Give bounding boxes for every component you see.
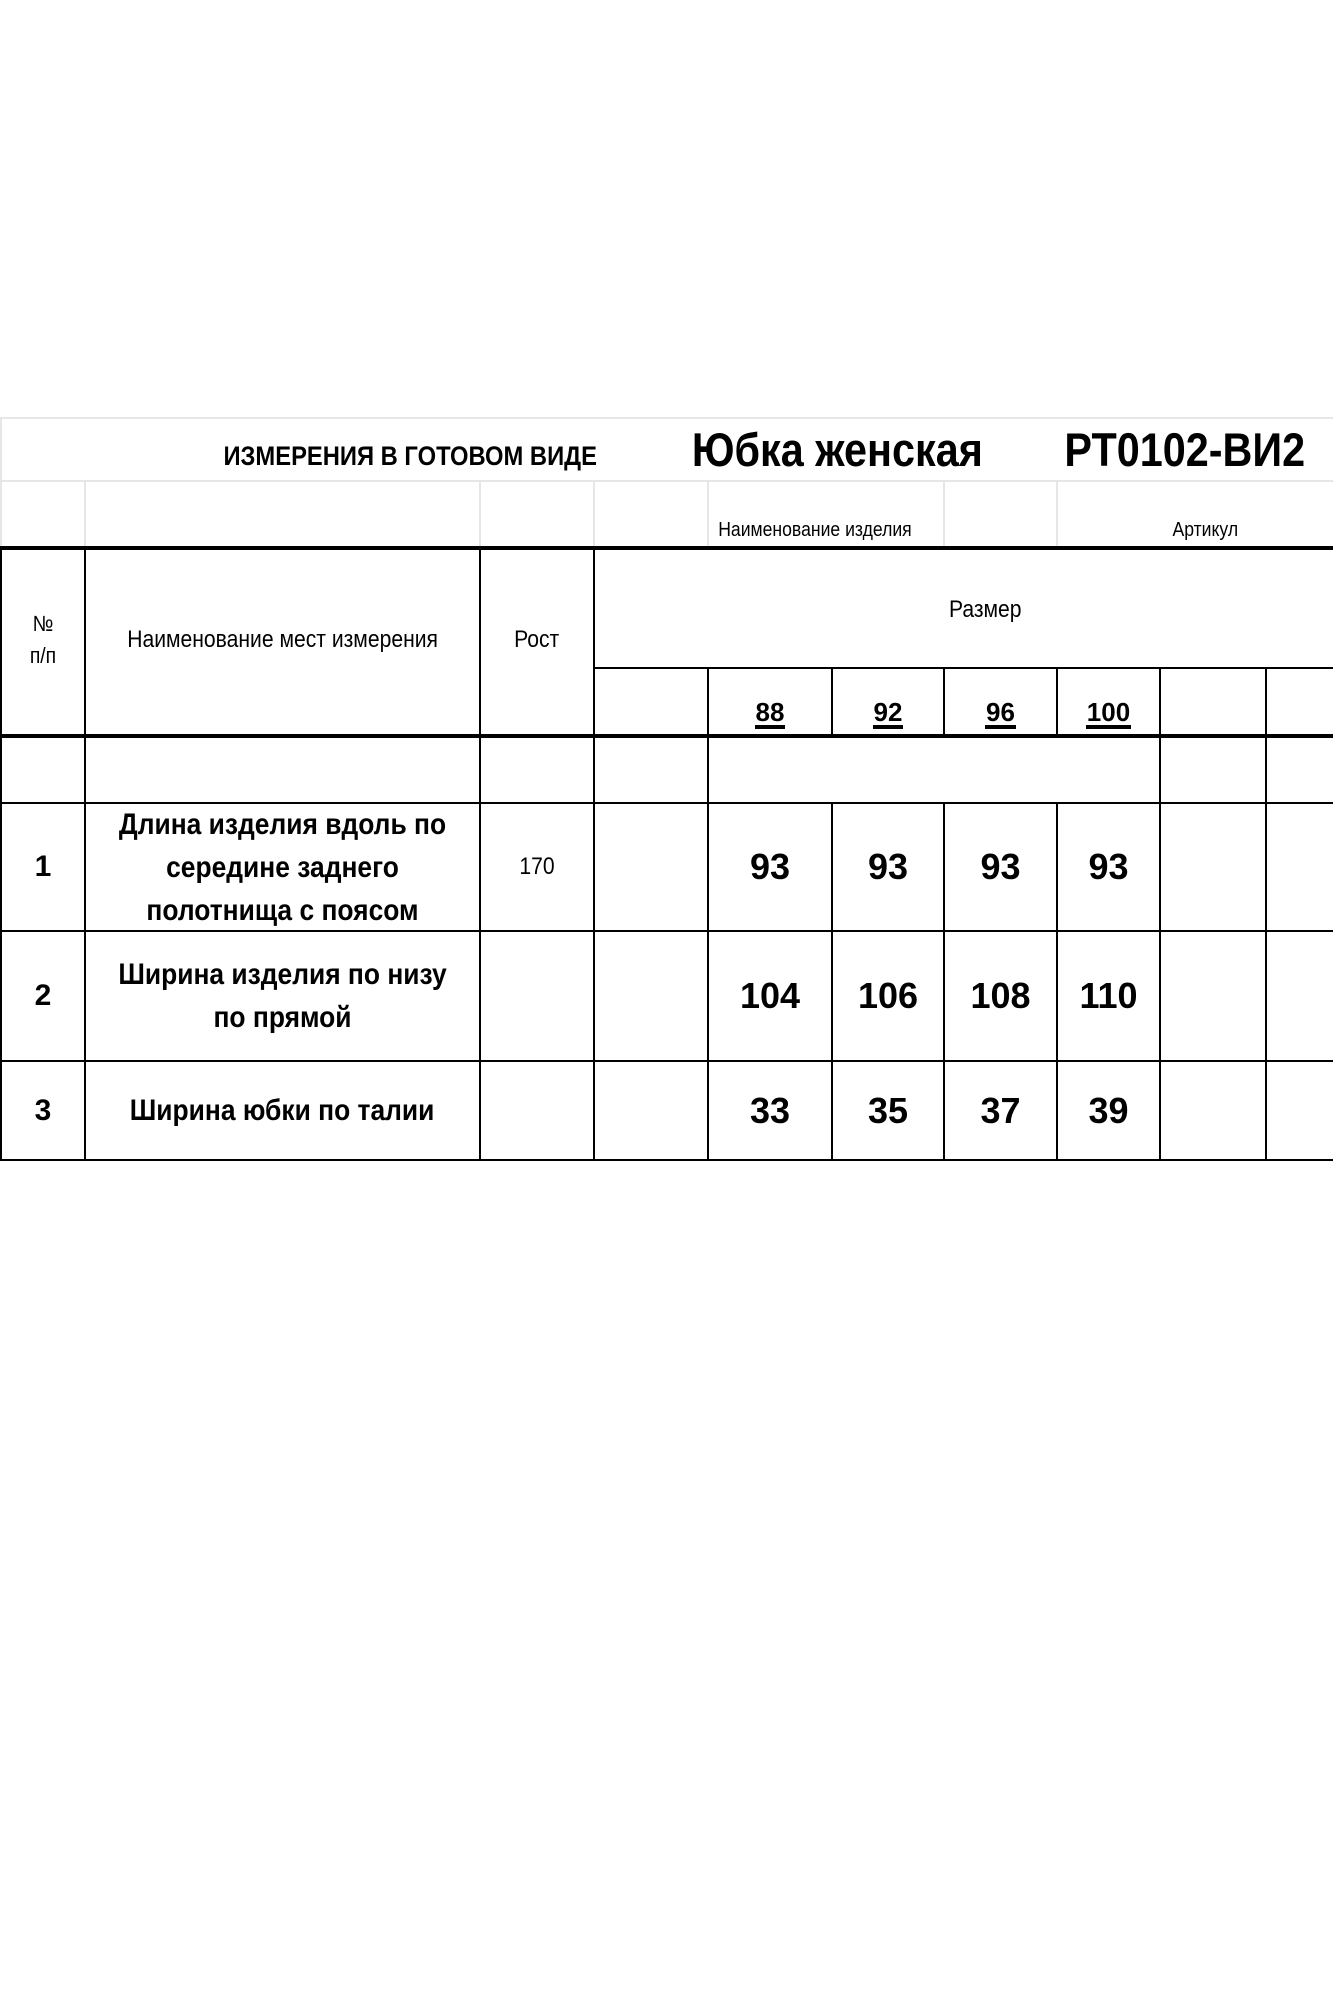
table-row-1-value-96: 93 xyxy=(980,846,1021,887)
table-row-2-value-88: 104 xyxy=(739,975,801,1016)
article-number-title: РТ0102-ВИ2 xyxy=(1064,422,1306,476)
table-row-2-value-100: 110 xyxy=(1079,975,1138,1016)
column-header-measurement-name: Наименование мест измерения xyxy=(127,626,438,653)
size-label-100: 100 xyxy=(1086,697,1131,727)
product-name-title: Юбка женская xyxy=(691,422,984,476)
column-header-number: № п/п xyxy=(29,611,57,668)
table-row-1-number: 1 xyxy=(34,850,52,883)
product-name-caption: Наименование изделия xyxy=(718,518,912,541)
size-label-96: 96 xyxy=(986,697,1015,727)
size-label-92: 92 xyxy=(873,697,903,727)
table-row-2-value-92: 106 xyxy=(857,975,919,1016)
table-row-3-value-96: 37 xyxy=(980,1089,1021,1131)
table-row-3-height xyxy=(481,1062,593,1159)
table-row-1-value-92: 93 xyxy=(867,846,909,887)
size-label-88: 88 xyxy=(755,697,785,727)
table-row-2-value-96: 108 xyxy=(970,975,1031,1016)
article-caption: Артикул xyxy=(1172,518,1238,541)
table-row-1-value-88: 93 xyxy=(749,846,791,887)
table-row-3-value-92: 35 xyxy=(867,1089,909,1131)
table-row-3-name: Ширина юбки по талии xyxy=(130,1093,435,1127)
table-row-2-height xyxy=(481,932,593,1060)
table-row-2-name: Ширина изделия по низу по прямой xyxy=(118,958,447,1034)
measurements-subtitle: ИЗМЕРЕНИЯ В ГОТОВОМ ВИДЕ xyxy=(223,440,597,471)
table-row-1-name: Длина изделия вдоль по середине заднего полотнища с поясом xyxy=(118,807,447,927)
table-row-3-number: 3 xyxy=(34,1093,52,1127)
column-header-height: Рост xyxy=(514,626,560,653)
table-row-1-value-100: 93 xyxy=(1088,846,1129,887)
table-row-3-value-100: 39 xyxy=(1088,1089,1129,1131)
table-row-1-height: 170 xyxy=(519,853,555,880)
size-header-label: Размер xyxy=(948,596,1022,623)
table-row-3-value-88: 33 xyxy=(749,1089,791,1131)
table-row-2-number: 2 xyxy=(34,979,52,1012)
